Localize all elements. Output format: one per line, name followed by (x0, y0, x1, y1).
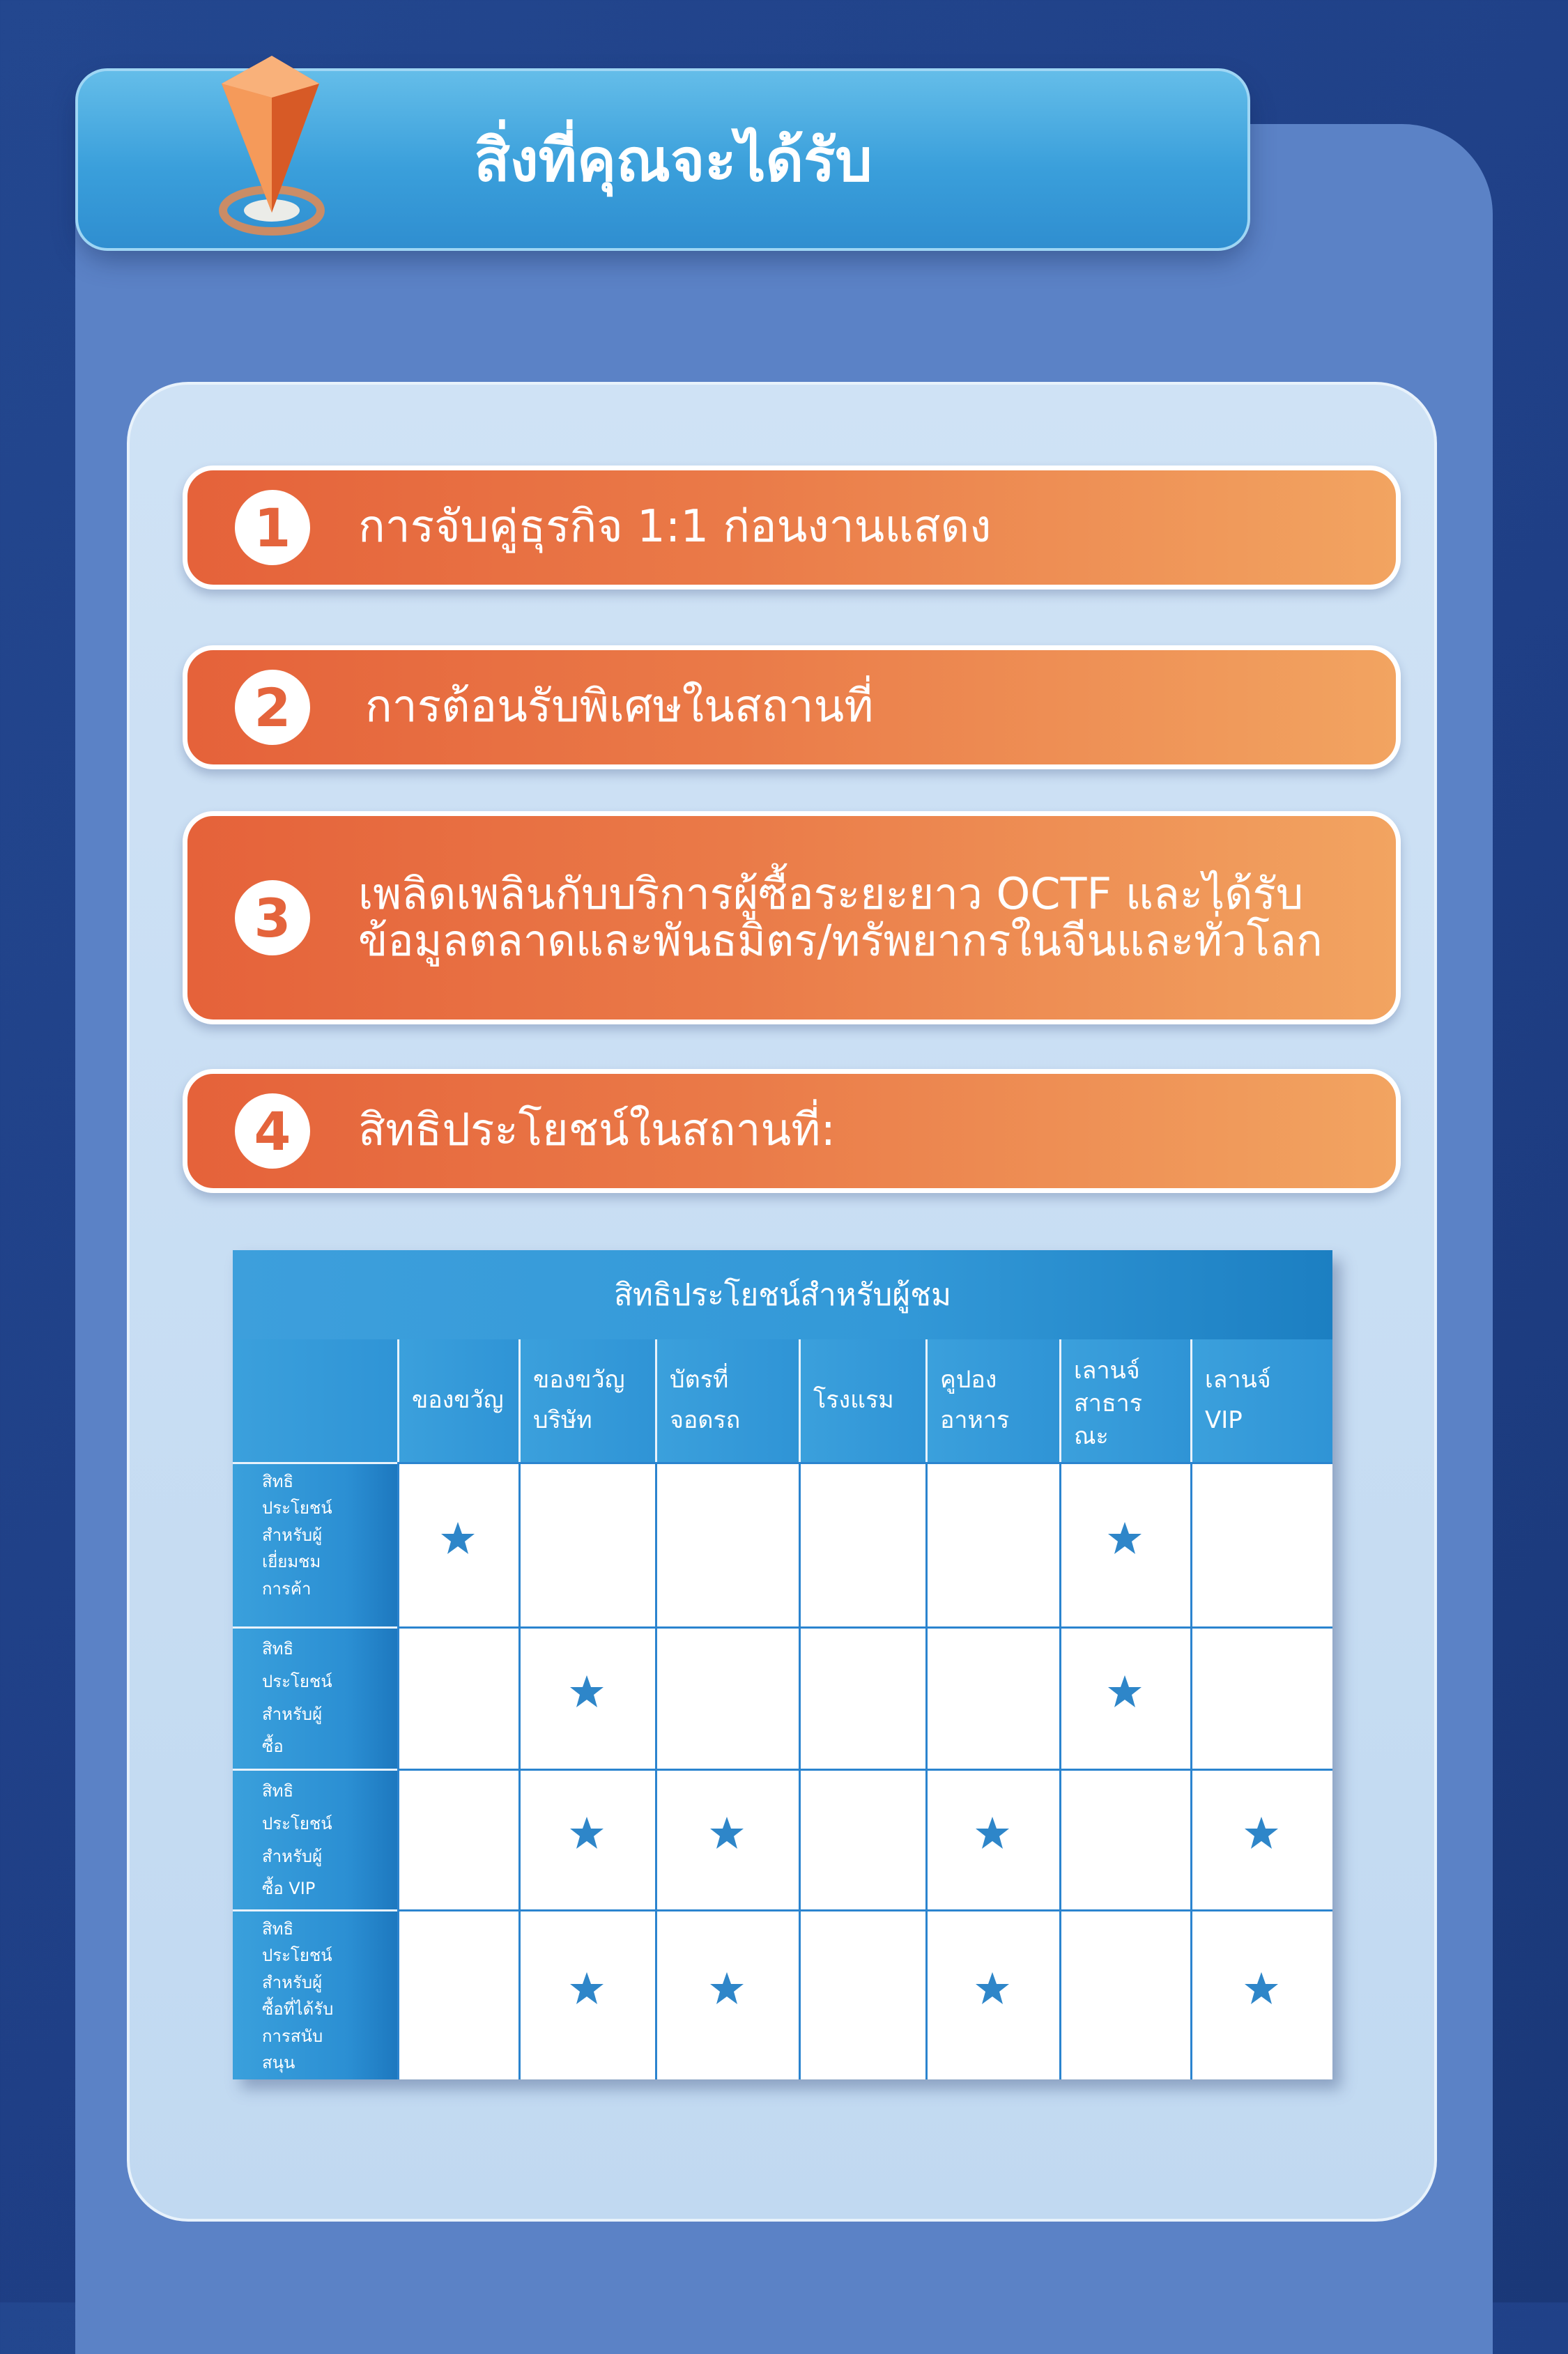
benefit-item-1 (183, 466, 1401, 590)
column-header (1059, 1339, 1190, 1462)
column-header-text: บัตรที่ (670, 1366, 729, 1394)
table-cell (799, 1626, 925, 1769)
table-cell (655, 1626, 799, 1769)
column-header-text: คูปอง (940, 1366, 997, 1394)
table-cell (925, 1462, 1059, 1626)
row-header-text: ซื้อที่ได้รับ (262, 1999, 334, 2020)
benefit-item-2 (183, 645, 1401, 769)
table-cell (1190, 1462, 1332, 1626)
row-header-text: ประโยชน์ (262, 1813, 332, 1833)
star-icon (709, 1815, 745, 1852)
number-badge: 3 (235, 880, 310, 955)
column-header (518, 1339, 655, 1462)
row-header-text: สำหรับผู้ (262, 1972, 323, 1992)
star-icon (569, 1815, 605, 1852)
benefit-item-4 (183, 1069, 1401, 1193)
table-cell (655, 1462, 799, 1626)
column-header (799, 1339, 925, 1462)
row-header (233, 1626, 397, 1769)
table-cell (397, 1909, 518, 2079)
row-header-text: ประโยชน์ (262, 1946, 332, 1966)
row-header-text: ซื้อ (262, 1737, 284, 1757)
column-header-text: อาหาร (940, 1406, 1010, 1434)
table-cell (1190, 1626, 1332, 1769)
star-icon (1243, 1815, 1279, 1852)
column-header-text: ของขวัญ (533, 1366, 625, 1394)
star-icon (974, 1815, 1010, 1852)
table-cell (518, 1462, 655, 1626)
star-icon (1243, 1971, 1279, 2007)
benefit-text: การจับคู่ธุรกิจ 1:1 ก่อนงานแสดง (358, 501, 992, 553)
column-header (397, 1339, 518, 1462)
star-icon (974, 1971, 1010, 2007)
row-header (233, 1769, 397, 1909)
star-icon (440, 1521, 476, 1557)
column-header-text: บริษัท (533, 1406, 592, 1434)
column-header-text: ณะ (1074, 1422, 1109, 1450)
table-cell (799, 1909, 925, 2079)
table-cell (925, 1626, 1059, 1769)
table-cell (397, 1769, 518, 1909)
benefit-text (358, 868, 1323, 966)
table-corner-cell (233, 1339, 397, 1462)
table-cell (1059, 1909, 1190, 2079)
column-header (925, 1339, 1059, 1462)
column-header-text: โรงแรม (813, 1386, 894, 1415)
star-icon (709, 1971, 745, 2007)
column-header-text: ของขวัญ (412, 1386, 504, 1415)
page-title: สิ่งที่คุณจะได้รับ (474, 126, 873, 194)
column-header-text: VIP (1205, 1406, 1243, 1434)
row-header-text: สำหรับผู้ (262, 1525, 323, 1545)
column-header (655, 1339, 799, 1462)
row-header-text: การสนับ (262, 2026, 323, 2046)
row-header (233, 1909, 397, 2079)
column-header-text: จอดรถ (670, 1406, 741, 1434)
table-cell (799, 1462, 925, 1626)
number-badge: 4 (235, 1093, 310, 1169)
column-header-text: เลานจ์ (1205, 1366, 1271, 1394)
row-header (233, 1462, 397, 1626)
benefit-item-3 (183, 811, 1401, 1024)
column-header-text: สาธาร (1074, 1389, 1142, 1417)
number-badge: 2 (235, 670, 310, 745)
row-header-text: สิทธิ (262, 1472, 294, 1491)
row-header-text: ซื้อ VIP (262, 1879, 316, 1899)
star-icon (569, 1674, 605, 1710)
row-header-text: เยี่ยมชม (262, 1552, 321, 1572)
star-icon (1107, 1521, 1143, 1557)
benefit-text-line: เพลิดเพลินกับบริการผู้ซื้อระยะยาว OCTF และได้รับ (358, 868, 1304, 920)
row-header-text: สำหรับผู้ (262, 1704, 323, 1724)
number-badge: 1 (235, 490, 310, 565)
row-header-text: การค้า (262, 1578, 312, 1599)
row-header-text: สนุน (262, 2052, 295, 2072)
row-header-text: สิทธิ (262, 1919, 294, 1939)
star-icon (1107, 1674, 1143, 1710)
star-icon (569, 1971, 605, 2007)
benefits-table (233, 1250, 1332, 2079)
benefit-text-line: ข้อมูลตลาดและพันธมิตร/ทรัพยากรในจีนและทั่วโลก (358, 915, 1323, 966)
table-title: สิทธิประโยชน์สำหรับผู้ชม (233, 1250, 1332, 1339)
row-header-text: สิทธิ (262, 1781, 294, 1801)
row-header-text: ประโยชน์ (262, 1671, 332, 1691)
benefit-text: การต้อนรับพิเศษในสถานที่ (365, 681, 874, 733)
column-header-text: เลานจ์ (1074, 1357, 1140, 1385)
benefit-text: สิทธิประโยชน์ในสถานที่: (358, 1105, 836, 1157)
table-cell (397, 1626, 518, 1769)
table-cell (1059, 1769, 1190, 1909)
row-header-text: สำหรับผู้ (262, 1846, 323, 1866)
table-cell (799, 1769, 925, 1909)
location-pin-icon (208, 56, 333, 238)
row-header-text: ประโยชน์ (262, 1498, 332, 1518)
column-header (1190, 1339, 1332, 1462)
row-header-text: สิทธิ (262, 1639, 294, 1659)
